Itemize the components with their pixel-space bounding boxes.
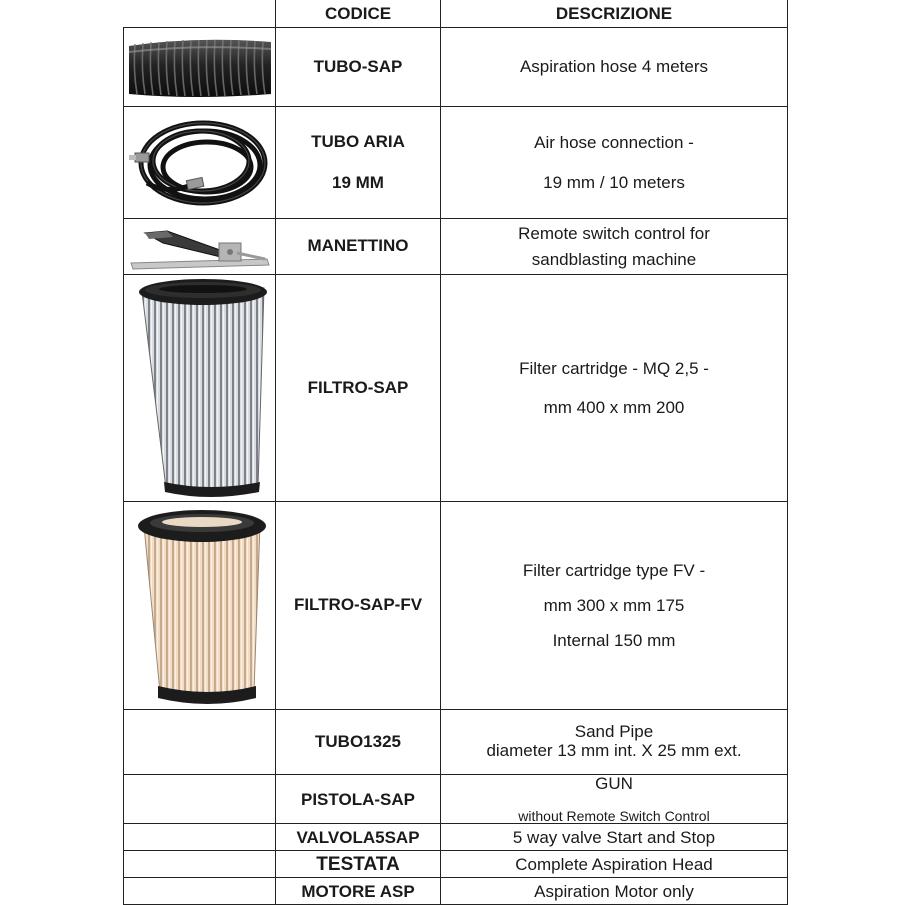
- table-row: [124, 775, 788, 824]
- product-code: TESTATA: [276, 851, 441, 878]
- air-hose-icon: [127, 113, 273, 213]
- product-image-cell: [124, 824, 276, 851]
- table-row: [124, 851, 788, 878]
- product-image-cell: [124, 502, 276, 710]
- table-row: [124, 502, 788, 710]
- product-image-cell: [124, 710, 276, 775]
- remote-switch-icon: [127, 223, 273, 271]
- header-code: CODICE: [276, 0, 441, 28]
- product-image-cell: [124, 775, 276, 824]
- product-image-cell: [124, 851, 276, 878]
- product-description: Aspiration Motor only: [441, 878, 788, 905]
- gun-note: without Remote Switch Control: [518, 808, 710, 824]
- corrugated-hose-icon: [127, 32, 273, 102]
- product-description: Aspiration hose 4 meters: [441, 28, 788, 107]
- product-image-cell: [124, 219, 276, 275]
- grey-filter-cartridge-icon: [130, 278, 270, 498]
- product-code: VALVOLA5SAP: [276, 824, 441, 851]
- product-description: Filter cartridge type FV - mm 300 x mm 175 Internal 150 mm: [441, 502, 788, 710]
- product-image-cell: [124, 28, 276, 107]
- product-description: Filter cartridge - MQ 2,5 - mm 400 x mm 200: [441, 275, 788, 502]
- product-code: FILTRO-SAP-FV: [276, 502, 441, 710]
- product-code: PISTOLA-SAP: [276, 775, 441, 824]
- product-image-cell: [124, 275, 276, 502]
- product-code: MANETTINO: [276, 219, 441, 275]
- gun-label: GUN: [595, 774, 633, 793]
- product-description: Complete Aspiration Head: [441, 851, 788, 878]
- product-code: MOTORE ASP: [276, 878, 441, 905]
- product-code: TUBO ARIA 19 MM: [276, 107, 441, 219]
- header-image-cell: [124, 0, 276, 28]
- beige-filter-cartridge-icon: [130, 506, 270, 706]
- table-row: [124, 28, 788, 107]
- table-row: [124, 824, 788, 851]
- product-code: TUBO1325: [276, 710, 441, 775]
- table-row: [124, 878, 788, 905]
- product-description: Remote switch control for sandblasting machine: [441, 219, 788, 275]
- product-description: Air hose connection - 19 mm / 10 meters: [441, 107, 788, 219]
- table-row: [124, 107, 788, 219]
- product-image-cell: [124, 107, 276, 219]
- product-description: 5 way valve Start and Stop: [441, 824, 788, 851]
- product-image-cell: [124, 878, 276, 905]
- table-row: [124, 710, 788, 775]
- product-code: FILTRO-SAP: [276, 275, 441, 502]
- product-code: TUBO-SAP: [276, 28, 441, 107]
- product-description: Sand Pipe diameter 13 mm int. X 25 mm ext.: [441, 710, 788, 775]
- product-description: [441, 775, 788, 824]
- table-header-row: [124, 0, 788, 28]
- parts-table: [123, 0, 788, 905]
- table-row: [124, 219, 788, 275]
- table-row: [124, 275, 788, 502]
- header-description: DESCRIZIONE: [441, 0, 788, 28]
